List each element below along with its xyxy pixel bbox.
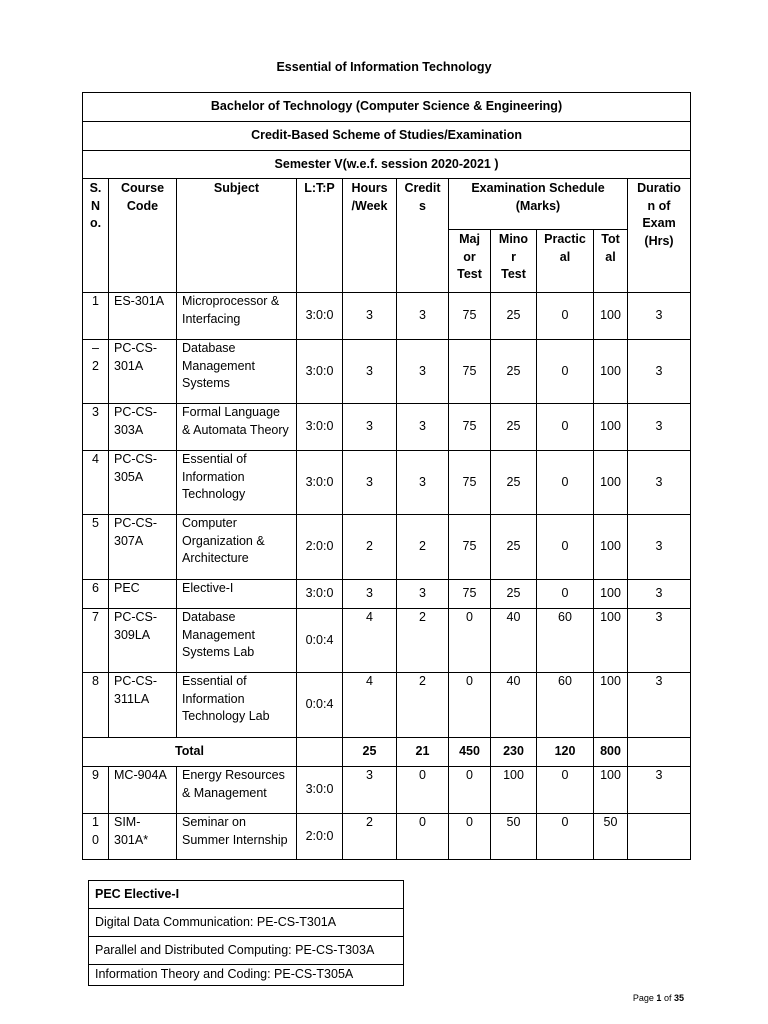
row-major: 0: [449, 609, 491, 673]
row-credits: 3: [397, 293, 449, 340]
row-course-code: PC-CS- 309LA: [109, 609, 177, 673]
total-credits: 21: [397, 738, 449, 767]
row-major: 75: [449, 515, 491, 580]
row-course-code: PC-CS- 301A: [109, 340, 177, 404]
row-sno: 1 0: [83, 814, 109, 860]
row-major: 0: [449, 767, 491, 814]
row-minor: 40: [491, 673, 537, 738]
row-minor: 25: [491, 451, 537, 515]
row-course-code: PC-CS- 305A: [109, 451, 177, 515]
row-subject: Energy Resources & Management: [177, 767, 297, 814]
row-minor: 25: [491, 580, 537, 609]
row-practical: 0: [537, 451, 594, 515]
table-row: [83, 609, 691, 673]
row-ltp: 3:0:0: [297, 404, 343, 451]
row-credits: 3: [397, 404, 449, 451]
row-major: 75: [449, 340, 491, 404]
header-hours: Hours /Week: [343, 179, 397, 293]
row-minor: 100: [491, 767, 537, 814]
row-ltp: 0:0:4: [297, 609, 343, 673]
row-hours: 2: [343, 814, 397, 860]
row-practical: 0: [537, 404, 594, 451]
row-hours: 3: [343, 451, 397, 515]
row-duration: [628, 814, 691, 860]
row-total: 100: [594, 340, 628, 404]
row-practical: 0: [537, 814, 594, 860]
row-hours: 3: [343, 580, 397, 609]
page-word: Page: [632, 993, 654, 1003]
row-course-code: ES-301A: [109, 293, 177, 340]
total-practical: 120: [537, 738, 594, 767]
row-course-code: MC-904A: [109, 767, 177, 814]
row-hours: 3: [343, 293, 397, 340]
row-minor: 25: [491, 293, 537, 340]
header-practical: Practic al: [537, 230, 594, 293]
row-total: 50: [594, 814, 628, 860]
row-credits: 0: [397, 814, 449, 860]
table-row: [83, 673, 691, 738]
pec-item: Parallel and Distributed Computing: PE-CS-T303A: [89, 937, 404, 965]
row-hours: 3: [343, 404, 397, 451]
total-ltp: [297, 738, 343, 767]
row-hours: 3: [343, 340, 397, 404]
table-row: [83, 451, 691, 515]
row-minor: 40: [491, 609, 537, 673]
table-row: [83, 515, 691, 580]
scheme-table: [82, 92, 691, 860]
row-ltp: 3:0:0: [297, 340, 343, 404]
row-ltp: 2:0:0: [297, 814, 343, 860]
row-sno: 5: [83, 515, 109, 580]
row-minor: 25: [491, 404, 537, 451]
row-major: 75: [449, 451, 491, 515]
header-total: Tot al: [594, 230, 628, 293]
row-practical: 0: [537, 580, 594, 609]
row-practical: 60: [537, 673, 594, 738]
row-ltp: 3:0:0: [297, 580, 343, 609]
row-duration: 3: [628, 673, 691, 738]
row-credits: 2: [397, 673, 449, 738]
header-ltp: L:T:P: [297, 179, 343, 293]
row-duration: 3: [628, 340, 691, 404]
row-major: 75: [449, 293, 491, 340]
row-course-code: PC-CS- 307A: [109, 515, 177, 580]
row-sno: – 2: [83, 340, 109, 404]
row-hours: 4: [343, 609, 397, 673]
row-course-code: PEC: [109, 580, 177, 609]
pec-item: Information Theory and Coding: PE-CS-T305A: [89, 965, 404, 986]
row-subject: Essential of Information Technology: [177, 451, 297, 515]
table-title-row3: Semester V(w.e.f. session 2020-2021 ): [83, 151, 691, 179]
table-row: [83, 404, 691, 451]
row-subject: Database Management Systems: [177, 340, 297, 404]
table-title-row1: Bachelor of Technology (Computer Science & Engineering): [83, 93, 691, 122]
row-total: 100: [594, 451, 628, 515]
row-hours: 4: [343, 673, 397, 738]
total-total: 800: [594, 738, 628, 767]
row-practical: 60: [537, 609, 594, 673]
row-duration: 3: [628, 609, 691, 673]
row-subject: Essential of Information Technology Lab: [177, 673, 297, 738]
header-exam-schedule: Examination Schedule (Marks): [449, 179, 628, 230]
page-total: 35: [673, 993, 684, 1003]
row-duration: 3: [628, 293, 691, 340]
page-footer: [633, 993, 684, 1003]
row-total: 100: [594, 767, 628, 814]
row-hours: 3: [343, 767, 397, 814]
row-sno: 6: [83, 580, 109, 609]
row-total: 100: [594, 609, 628, 673]
row-subject: Database Management Systems Lab: [177, 609, 297, 673]
row-credits: 2: [397, 515, 449, 580]
row-ltp: 3:0:0: [297, 767, 343, 814]
row-subject: Computer Organization & Architecture: [177, 515, 297, 580]
table-row: [83, 767, 691, 814]
total-duration: [628, 738, 691, 767]
header-minor-test: Mino r Test: [491, 230, 537, 293]
document-title: Essential of Information Technology: [276, 60, 492, 74]
row-total: 100: [594, 673, 628, 738]
row-subject: Formal Language & Automata Theory: [177, 404, 297, 451]
row-hours: 2: [343, 515, 397, 580]
row-major: 75: [449, 580, 491, 609]
row-sno: 3: [83, 404, 109, 451]
row-duration: 3: [628, 404, 691, 451]
row-sno: 9: [83, 767, 109, 814]
row-practical: 0: [537, 340, 594, 404]
row-ltp: 3:0:0: [297, 293, 343, 340]
row-duration: 3: [628, 580, 691, 609]
table-row: [83, 814, 691, 860]
row-total: 100: [594, 580, 628, 609]
row-duration: 3: [628, 451, 691, 515]
table-row: [83, 580, 691, 609]
header-major-test: Maj or Test: [449, 230, 491, 293]
row-credits: 3: [397, 340, 449, 404]
row-sno: 4: [83, 451, 109, 515]
row-credits: 3: [397, 451, 449, 515]
table-title-row2: Credit-Based Scheme of Studies/Examination: [83, 122, 691, 151]
row-duration: 3: [628, 767, 691, 814]
row-ltp: 3:0:0: [297, 451, 343, 515]
table-row: [83, 293, 691, 340]
row-credits: 0: [397, 767, 449, 814]
row-practical: 0: [537, 293, 594, 340]
header-credits: Credit s: [397, 179, 449, 293]
row-credits: 2: [397, 609, 449, 673]
total-minor: 230: [491, 738, 537, 767]
row-subject: Seminar on Summer Internship: [177, 814, 297, 860]
row-major: 0: [449, 673, 491, 738]
row-minor: 25: [491, 515, 537, 580]
row-practical: 0: [537, 515, 594, 580]
row-major: 0: [449, 814, 491, 860]
row-ltp: 0:0:4: [297, 673, 343, 738]
total-label: Total: [83, 738, 297, 767]
row-ltp: 2:0:0: [297, 515, 343, 580]
total-row: [83, 738, 691, 767]
table-row: [83, 340, 691, 404]
header-duration: Duratio n of Exam (Hrs): [628, 179, 691, 293]
header-course-code: Course Code: [109, 179, 177, 293]
row-course-code: SIM- 301A*: [109, 814, 177, 860]
row-total: 100: [594, 515, 628, 580]
row-minor: 25: [491, 340, 537, 404]
page-number: 1: [656, 993, 662, 1003]
row-minor: 50: [491, 814, 537, 860]
pec-elective-table: [88, 880, 404, 986]
header-sno: S. N o.: [83, 179, 109, 293]
row-practical: 0: [537, 767, 594, 814]
row-subject: Microprocessor & Interfacing: [177, 293, 297, 340]
header-subject: Subject: [177, 179, 297, 293]
pec-title: PEC Elective-I: [89, 881, 404, 909]
pec-item: Digital Data Communication: PE-CS-T301A: [89, 909, 404, 937]
row-credits: 3: [397, 580, 449, 609]
row-course-code: PC-CS- 311LA: [109, 673, 177, 738]
row-duration: 3: [628, 515, 691, 580]
row-sno: 8: [83, 673, 109, 738]
total-major: 450: [449, 738, 491, 767]
of-word: of: [663, 993, 672, 1003]
row-total: 100: [594, 293, 628, 340]
row-subject: Elective-I: [177, 580, 297, 609]
total-hours: 25: [343, 738, 397, 767]
row-course-code: PC-CS- 303A: [109, 404, 177, 451]
row-sno: 1: [83, 293, 109, 340]
row-major: 75: [449, 404, 491, 451]
row-total: 100: [594, 404, 628, 451]
row-sno: 7: [83, 609, 109, 673]
